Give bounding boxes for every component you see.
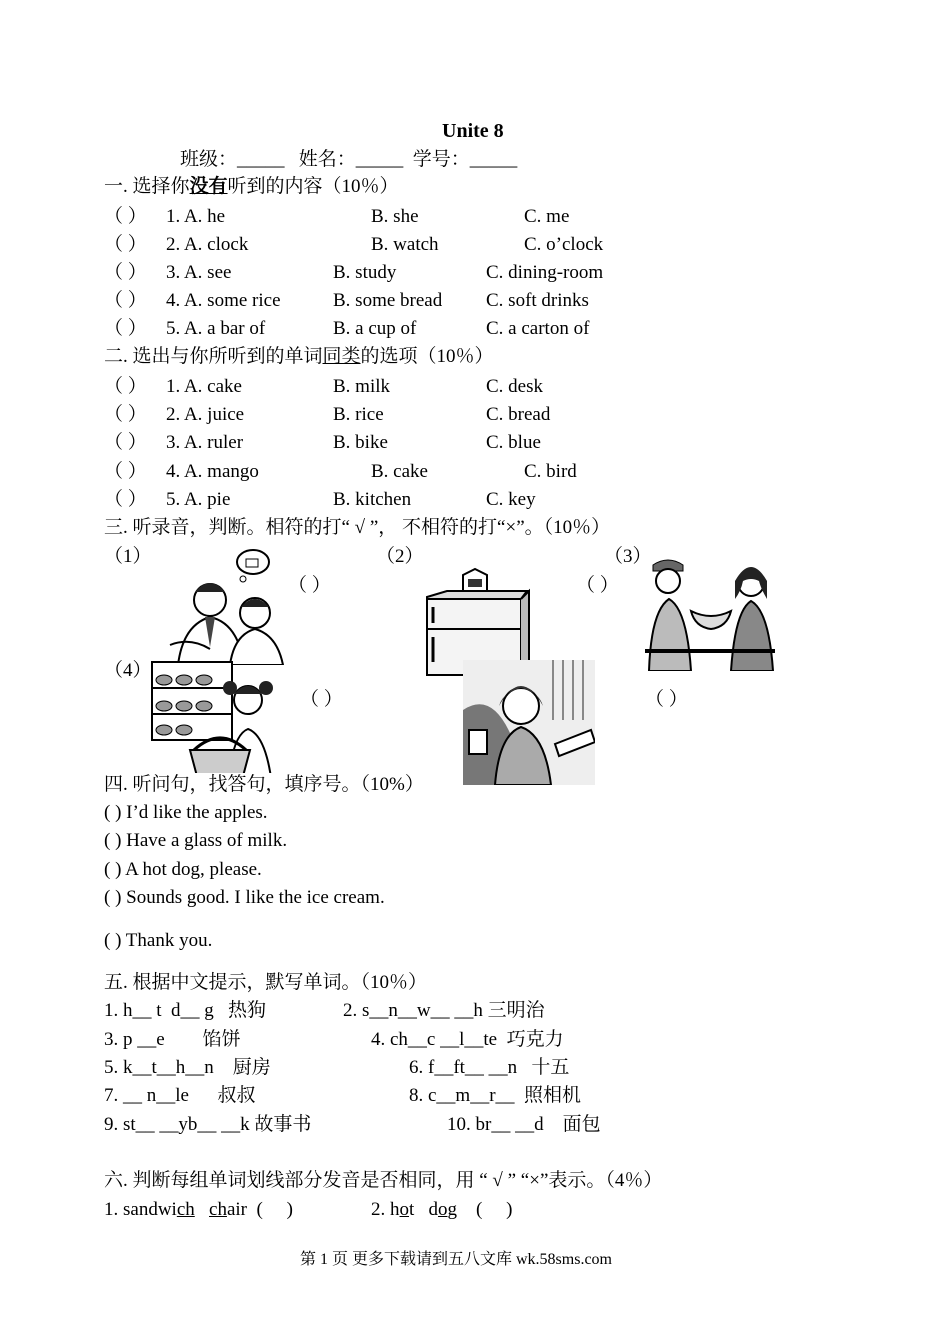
reply-option: ( ) I’d like the apples. (104, 802, 268, 823)
option-b: B. bike (333, 432, 388, 453)
two-men-talking-illustration (150, 545, 285, 665)
girl-bakery-illustration (150, 660, 285, 785)
option-a: 1. A. cake (166, 376, 242, 397)
answer-paren: （ ） (576, 575, 619, 596)
answer-paren: （ ） (645, 689, 688, 710)
option-a: 2. A. clock (166, 234, 249, 255)
spelling-item: 4. ch__c __l__te 巧克力 (371, 1029, 564, 1050)
reply-option: ( ) Have a glass of milk. (104, 830, 288, 851)
section4-heading: 四. 听问句，找答句，填序号。（10%） (104, 773, 428, 797)
option-a: 1. A. he (166, 206, 226, 227)
spelling-item: 5. k__t__h__n 厨房 (104, 1057, 271, 1078)
page-footer: 第 1 页 更多下载请到五八文库 wk.58sms.com (300, 1251, 613, 1268)
spelling-item: 1. h__ t d__ g 热狗 (104, 1000, 267, 1021)
option-c: C. blue (486, 432, 541, 453)
section5-heading: 五. 根据中文提示，默写单词。（10％） (104, 972, 428, 993)
number-blank: _____ (469, 149, 518, 170)
option-b: B. she (371, 206, 419, 227)
option-b: B. milk (333, 376, 391, 397)
answer-paren: （ ） (104, 290, 147, 311)
section6-heading: 六. 判断每组单词划线部分发音是否相同，用 “ √ ” “×”表示。（4％） (104, 1170, 663, 1191)
emphasis-not: 没有 (189, 176, 228, 197)
name-blank: _____ (355, 149, 404, 170)
answer-paren: （ ） (104, 262, 147, 283)
phonics-item-2: 2. hot dog ( ) (371, 1199, 513, 1220)
reply-option: ( ) Thank you. (104, 930, 213, 951)
option-b: B. cake (371, 461, 428, 482)
phonics-item-1: 1. sandwich chair ( ) (104, 1199, 293, 1220)
option-c: C. dining-room (486, 262, 604, 283)
option-a: 4. A. mango (166, 461, 259, 482)
option-b: B. study (333, 262, 397, 283)
number-label: 学号： (412, 149, 470, 170)
option-c: C. bird (524, 461, 577, 482)
page-title: Unite 8 (442, 120, 504, 142)
name-label: 姓名： (298, 149, 356, 170)
woman-kitchen-illustration (463, 660, 595, 785)
option-a: 5. A. pie (166, 489, 231, 510)
spelling-item: 9. st__ __yb__ __k 故事书 (104, 1114, 312, 1135)
answer-paren: （ ） (288, 575, 331, 596)
option-b: B. some bread (333, 290, 443, 311)
option-a: 5. A. a bar of (166, 318, 266, 339)
header-info (180, 148, 517, 172)
option-c: C. key (486, 489, 536, 510)
shop-bananas-illustration (645, 553, 775, 671)
option-a: 3. A. ruler (166, 432, 244, 453)
spelling-item: 6. f__ft__ __n 十五 (409, 1057, 570, 1078)
option-c: C. o’clock (524, 234, 604, 255)
spelling-item: 2. s__n__w__ __h 三明治 (343, 1000, 545, 1021)
spelling-item: 3. p __e 馅饼 (104, 1029, 241, 1050)
picture-label-4: （4） (104, 660, 152, 681)
emphasis-same-class: 同类 (322, 346, 361, 367)
answer-paren: ( ) (476, 1199, 513, 1220)
option-a: 2. A. juice (166, 404, 245, 425)
spelling-item: 7. __ n__le 叔叔 (104, 1085, 256, 1106)
option-c: C. bread (486, 404, 551, 425)
reply-option: ( ) Sounds good. I like the ice cream. (104, 887, 385, 908)
class-label: 班级： (180, 149, 238, 170)
answer-paren: （ ） (104, 404, 147, 425)
option-b: B. kitchen (333, 489, 412, 510)
option-b: B. rice (333, 404, 384, 425)
option-c: C. a carton of (486, 318, 590, 339)
answer-paren: （ ） (104, 206, 147, 227)
reply-option: ( ) A hot dog, please. (104, 859, 262, 880)
answer-paren: （ ） (104, 376, 147, 397)
spelling-item: 10. br__ __d 面包 (447, 1114, 601, 1135)
spelling-item: 8. c__m__r__ 照相机 (409, 1085, 582, 1106)
option-c: C. soft drinks (486, 290, 589, 311)
picture-label-3: （3） (604, 546, 652, 567)
answer-paren: （ ） (104, 461, 147, 482)
answer-paren: ( ) (256, 1199, 293, 1220)
picture-label-1: （1） (104, 546, 152, 567)
section2-heading: 二. 选出与你所听到的单词同类的选项（10％） (104, 346, 494, 367)
answer-paren: （ ） (104, 432, 147, 453)
answer-paren: （ ） (300, 689, 343, 710)
answer-paren: （ ） (104, 489, 147, 510)
section1-heading: 一. 选择你没有听到的内容（10％） (104, 176, 399, 197)
option-c: C. me (524, 206, 570, 227)
class-blank: _____ (237, 149, 285, 170)
answer-paren: （ ） (104, 234, 147, 255)
section3-heading: 三. 听录音，判断。相符的打“ √ ”， 不相符的打“×”。（10％） (104, 517, 611, 538)
option-a: 3. A. see (166, 262, 232, 283)
option-b: B. a cup of (333, 318, 417, 339)
option-c: C. desk (486, 376, 543, 397)
option-b: B. watch (371, 234, 439, 255)
picture-label-2: （2） (376, 546, 424, 567)
answer-paren: （ ） (104, 318, 147, 339)
option-a: 4. A. some rice (166, 290, 281, 311)
